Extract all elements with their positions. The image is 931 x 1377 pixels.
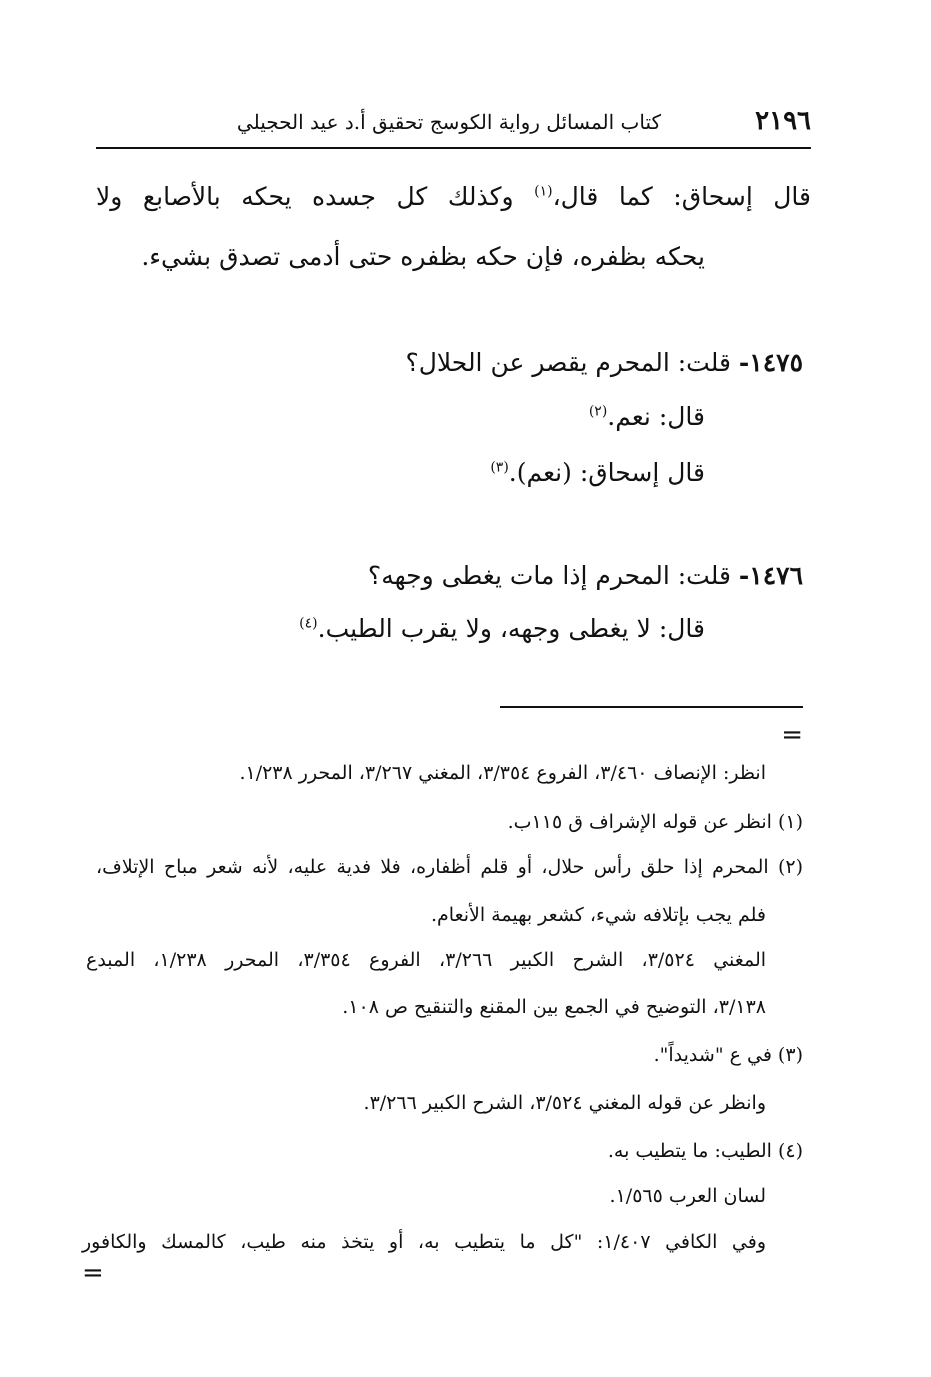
text-span: وكذلك كل جسده يحكه بالأصابع ولا xyxy=(96,182,535,211)
text-span: قال إسحاق: كما قال، xyxy=(552,182,811,211)
footnote-3: (٣) في ع "شديداً". xyxy=(653,1044,803,1066)
footnote-line: وانظر عن قوله المغني ٣/٥٢٤، الشرح الكبير ٣/٢٦٦. xyxy=(363,1092,766,1114)
footnote-line: انظر: الإنصاف ٣/٤٦٠، الفروع ٣/٣٥٤، المغني ٣/٢٦٧، المحرر ١/٢٣٨. xyxy=(239,762,766,784)
answer-line xyxy=(589,402,705,431)
answer-line xyxy=(490,458,705,487)
paragraph-line: يحكه بظفره، فإن حكه بظفره حتى أدمى تصدق بشيء. xyxy=(141,242,705,271)
footnote-line: ٣/١٣٨، التوضيح في الجمع بين المقنع والتنقيح ص ١٠٨. xyxy=(342,996,766,1018)
question-1476 xyxy=(368,561,803,590)
paragraph-line xyxy=(96,182,811,211)
footnote-line: وفي الكافي ١/٤٠٧: "كل ما يتطيب به، أو يتخذ منه طيب، كالمسك والكافور xyxy=(82,1231,766,1253)
footnote-line: فلم يجب بإتلافه شيء، كشعر بهيمة الأنعام. xyxy=(430,904,766,926)
question-1475 xyxy=(405,348,803,377)
page-number: ٢١٩٦ xyxy=(755,106,811,136)
text-span: قال: نعم. xyxy=(607,402,705,431)
text-span: قال: لا يغطى وجهه، ولا يقرب الطيب. xyxy=(317,614,705,643)
header-rule xyxy=(96,147,811,149)
answer-line xyxy=(299,614,705,643)
text-span: قال إسحاق: (نعم). xyxy=(508,458,705,487)
footnote-2: (٢) المحرم إذا حلق رأس حلال، أو قلم أظفاره، فلا فدية عليه، لأنه شعر مباح الإتلاف، xyxy=(96,856,803,878)
footnote-ref: (٤) xyxy=(299,615,318,632)
running-title: كتاب المسائل رواية الكوسج تحقيق أ.د عيد الحجيلي xyxy=(236,110,661,134)
question-number: ١٤٧٦- xyxy=(738,561,803,590)
footnote-ref: (١) xyxy=(534,183,553,200)
footnote-4: (٤) الطيب: ما يتطيب به. xyxy=(607,1140,803,1162)
footnote-ref: (٢) xyxy=(588,403,608,420)
question-text: قلت: المحرم يقصر عن الحلال؟ xyxy=(405,348,739,377)
question-number: ١٤٧٥- xyxy=(738,348,803,377)
footnote-line: لسان العرب ١/٥٦٥. xyxy=(609,1185,766,1207)
footnote-1: (١) انظر عن قوله الإشراف ق ١١٥ب. xyxy=(507,811,803,833)
question-text: قلت: المحرم إذا مات يغطى وجهه؟ xyxy=(367,561,739,590)
continuation-mark: = xyxy=(781,720,803,750)
footnote-line: المغني ٣/٥٢٤، الشرح الكبير ٣/٢٦٦، الفروع ٣/٣٥٤، المحرر ١/٢٣٨، المبدع xyxy=(86,949,767,971)
footnote-rule xyxy=(500,706,803,708)
footnote-ref: (٣) xyxy=(490,459,509,476)
page-header xyxy=(96,104,811,144)
continuation-mark: = xyxy=(82,1258,104,1288)
